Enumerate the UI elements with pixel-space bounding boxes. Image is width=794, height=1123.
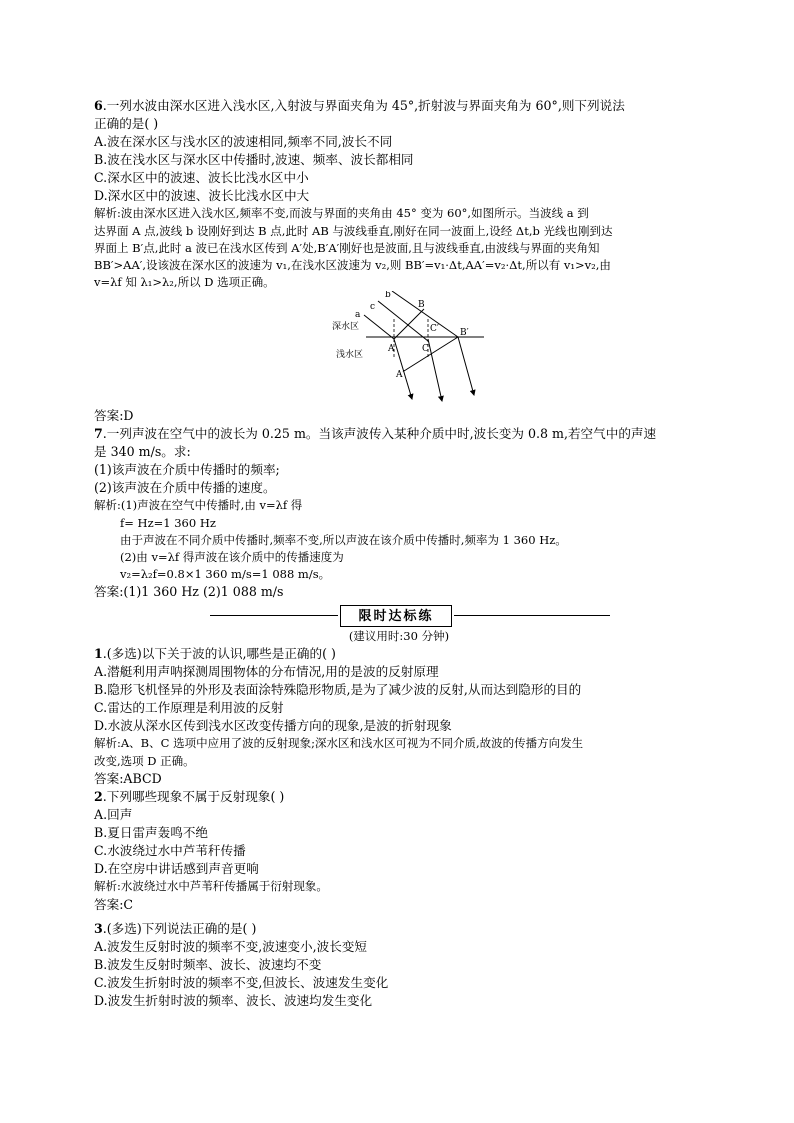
ray-b-refracted <box>458 337 474 395</box>
p2-option-b: B.夏日雷声轰鸣不绝 <box>94 825 209 840</box>
refraction-figure <box>94 291 704 407</box>
q7-part-1: (1)该声波在介质中传播时的频率; <box>94 462 280 477</box>
section-banner <box>94 605 704 627</box>
q7-stem-line2: 是 340 m/s。求: <box>94 444 191 459</box>
p2-option-c: C.水波绕过水中芦苇秆传播 <box>94 843 246 858</box>
ray-a-incident <box>364 315 394 339</box>
p2-option-d: D.在空房中讲话感到声音更响 <box>94 861 259 876</box>
q6-stem-line1: 6.一列水波由深水区进入浅水区,入射波与界面夹角为 45°,折射波与界面夹角为 60°,则下列说法 <box>94 98 625 113</box>
p2-answer: 答案:C <box>94 897 134 912</box>
label-shallow-water: 浅水区 <box>336 350 364 360</box>
p2-stem: 2.下列哪些现象不属于反射现象( ) <box>94 789 285 804</box>
p2-number: 2 <box>94 789 103 804</box>
q6-option-c: C.深水区中的波速、波长比浅水区中小 <box>94 170 309 185</box>
p3-option-a: A.波发生反射时波的频率不变,波速变小,波长变短 <box>94 939 367 954</box>
q7-explanation-line2: f= Hz=1 360 Hz <box>120 516 216 530</box>
banner-rule-right <box>454 615 610 616</box>
p2-explanation: 解析:水波绕过水中芦苇秆传播属于衍射现象。 <box>94 879 328 893</box>
p3-option-d: D.波发生折射时波的频率、波长、波速均发生变化 <box>94 993 373 1008</box>
q7-answer-label: 答案 <box>94 585 120 599</box>
p1-option-a: A.潜艇利用声呐探测周围物体的分布情况,用的是波的反射原理 <box>94 664 439 679</box>
q7-explanation-line1: 解析:(1)声波在空气中传播时,由 v=λf 得 <box>94 498 303 512</box>
q6-explanation-line2: 达界面 A 点,波线 b 设刚好到达 B 点,此时 AB 与波线垂直,刚好在同一波面上,设经 Δt,b 光线也刚到达 <box>94 224 613 238</box>
p3-option-b: B.波发生反射时频率、波长、波速均不变 <box>94 957 322 972</box>
label-c: c <box>370 302 376 312</box>
p3-number: 3 <box>94 921 103 936</box>
q6-explanation-label: 解析 <box>94 208 117 220</box>
q7-stem-line1: 7.一列声波在空气中的波长为 0.25 m。当该声波传入某种介质中时,波长变为 0.8 m,若空气中的声速 <box>94 426 657 441</box>
banner-rule-left <box>210 615 338 616</box>
q6-answer-label: 答案 <box>94 409 120 423</box>
p1-number: 1 <box>94 646 103 661</box>
q6-explanation-line3: 界面上 B′点,此时 a 波已在浅水区传到 A′处,B′A′刚好也是波面,且与波线垂直,由波线与界面的夹角知 <box>94 241 600 255</box>
q6-option-b: B.波在浅水区与深水区中传播时,波速、频率、波长都相同 <box>94 152 414 167</box>
q6-explanation-line1: 解析:波由深水区进入浅水区,频率不变,而波与界面的夹角由 45° 变为 60°,如图所示。当波线 a 到 <box>94 206 589 220</box>
q7-part-2: (2)该声波在介质中传播的速度。 <box>94 480 276 495</box>
banner-title: 限时达标练 <box>340 605 452 627</box>
ray-b-incident <box>392 291 458 337</box>
p1-answer: 答案:ABCD <box>94 771 162 786</box>
label-A-prime: A′ <box>396 370 405 380</box>
p1-option-d: D.水波从深水区传到浅水区改变传播方向的现象,是波的折射现象 <box>94 718 452 733</box>
p3-option-c: C.波发生折射时波的频率不变,但波长、波速发生变化 <box>94 975 389 990</box>
label-A: A <box>388 344 395 354</box>
q6-number: 6 <box>94 98 103 113</box>
p2-option-a: A.回声 <box>94 807 133 822</box>
q6-option-a: A.波在深水区与浅水区的波速相同,频率不同,波长不同 <box>94 134 393 149</box>
q7-explanation-line5: v₂=λ₂f=0.8×1 360 m/s=1 088 m/s。 <box>120 567 331 581</box>
q7-answer: 答案:(1)1 360 Hz (2)1 088 m/s <box>94 584 284 599</box>
p1-stem: 1.(多选)以下关于波的认识,哪些是正确的( ) <box>94 646 336 661</box>
q6-answer: 答案:D <box>94 408 134 423</box>
label-C: C <box>422 344 429 354</box>
q6-option-d: D.深水区中的波速、波长比浅水区中大 <box>94 188 310 203</box>
worksheet-page <box>94 97 704 1010</box>
ray-a-refracted <box>394 339 412 399</box>
label-C-prime: C′ <box>430 324 439 334</box>
p1-explanation-label: 解析 <box>94 738 117 750</box>
label-B-prime: B′ <box>460 328 469 338</box>
label-deep-water: 深水区 <box>332 322 360 332</box>
q6-explanation-line4: BB′>AA′,设该波在深水区的波速为 v₁,在浅水区波速为 v₂,则 BB′=v₁·Δt,AA′=v₂·Δt,所以有 v₁>v₂,由 <box>94 258 611 272</box>
p1-explanation-line1: 解析:A、B、C 选项中应用了波的反射现象;深水区和浅水区可视为不同介质,故波的传播方向发生 <box>94 736 584 750</box>
label-B: B <box>418 300 425 310</box>
p1-explanation-line2: 改变,选项 D 正确。 <box>94 754 195 768</box>
p2-explanation-label: 解析 <box>94 881 117 893</box>
q7-explanation-line3: 由于声波在不同介质中传播时,频率不变,所以声波在该介质中传播时,频率为 1 360 Hz。 <box>120 533 567 547</box>
suggested-time: (建议用时:30 分钟) <box>348 629 450 643</box>
q7-explanation-label: 解析 <box>94 500 117 512</box>
q7-explanation-line4: (2)由 v=λf 得声波在该介质中的传播速度为 <box>120 550 344 564</box>
p3-stem: 3.(多选)下列说法正确的是( ) <box>94 921 257 936</box>
p1-option-c: C.雷达的工作原理是利用波的反射 <box>94 700 284 715</box>
p1-answer-label: 答案 <box>94 772 120 786</box>
p2-answer-label: 答案 <box>94 898 120 912</box>
q7-number: 7 <box>94 426 103 441</box>
label-b: b <box>385 291 391 300</box>
q6-stem-line2: 正确的是( ) <box>94 116 159 131</box>
wavefront-a-b-prime <box>404 337 458 371</box>
label-a: a <box>355 310 361 320</box>
p1-option-b: B.隐形飞机怪异的外形及表面涂特殊隐形物质,是为了减少波的反射,从而达到隐形的目的 <box>94 682 582 697</box>
q6-explanation-line5: v=λf 知 λ₁>λ₂,所以 D 选项正确。 <box>94 275 275 289</box>
